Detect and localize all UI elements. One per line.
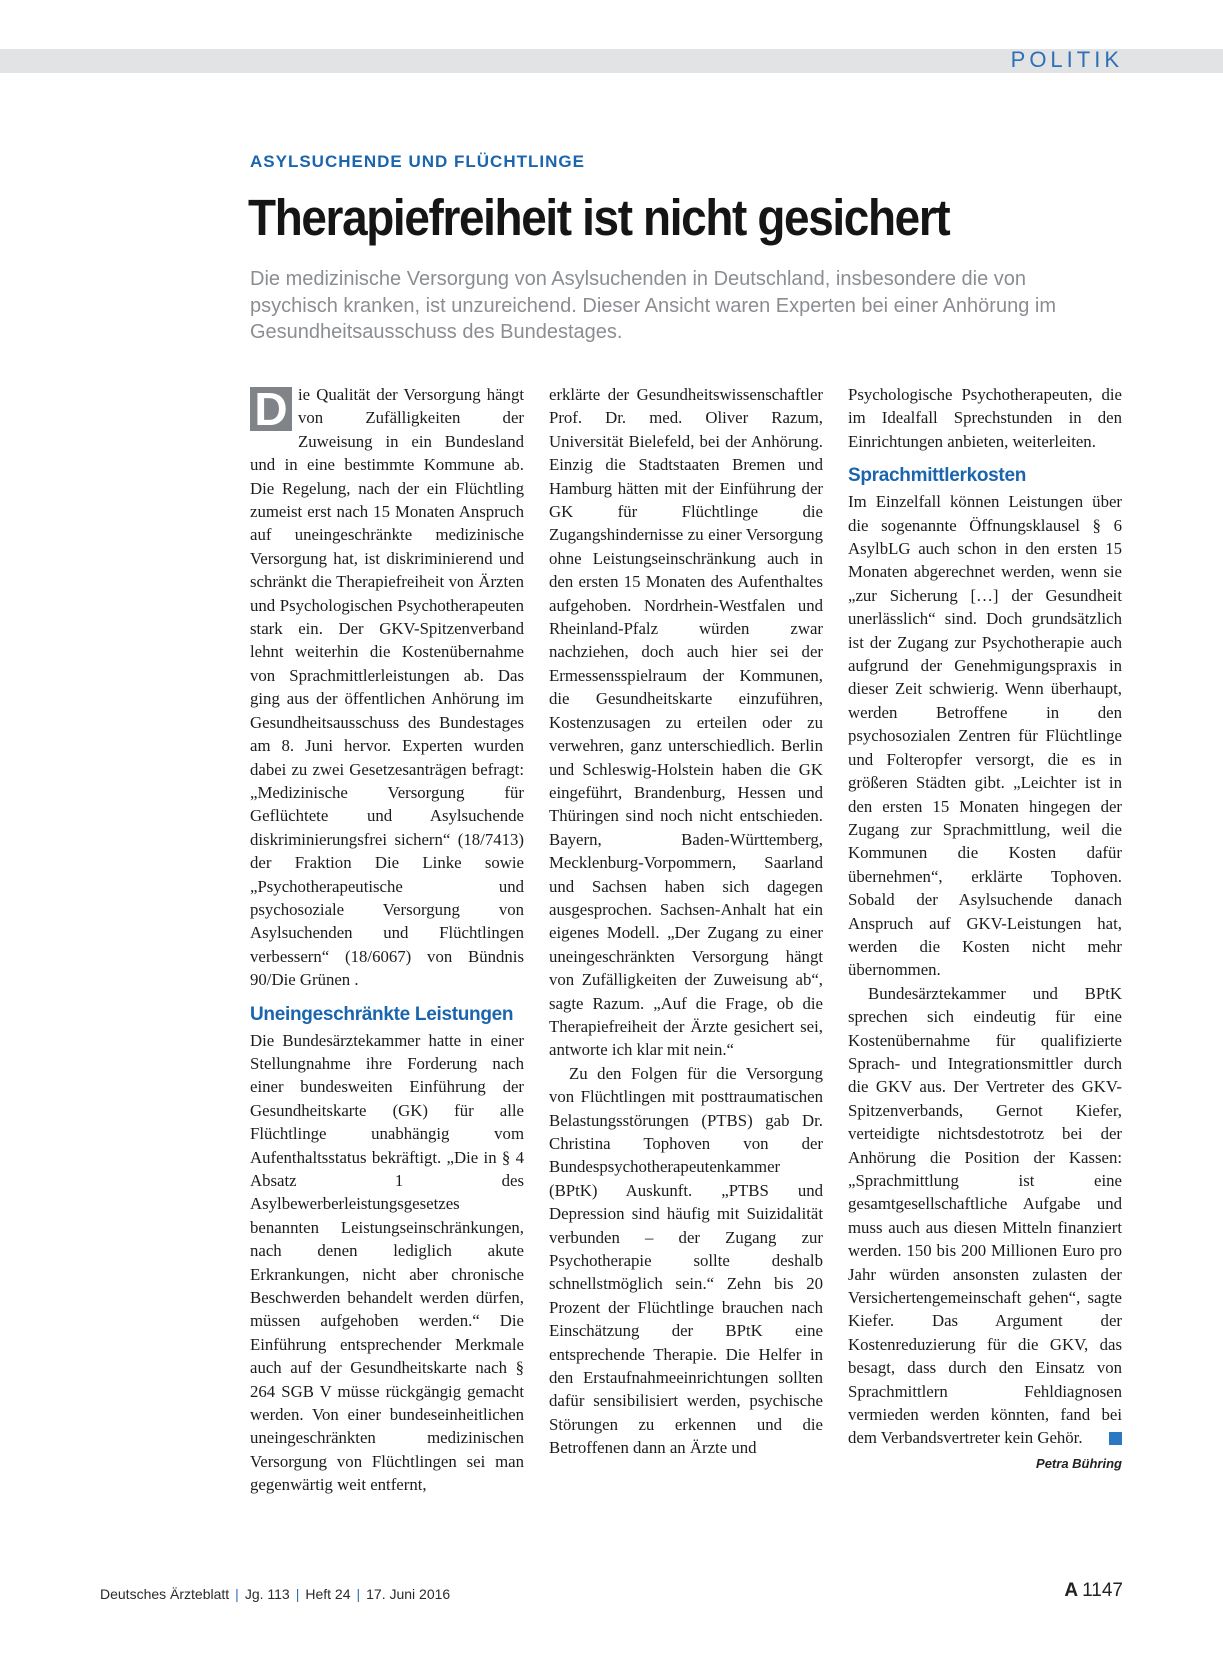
journal-volume: Jg. 113 [244,1586,290,1602]
paragraph-einzelfall: Im Einzelfall können Leistungen über die sogenannte Öffnungsklausel § 6 AsylbLG auch schon in den ersten 15 Monaten abgerechnet werden, wenn sie „zur Sicherung […] der Gesundheit unerlässlich“ sind. Doch grundsätzlich ist der Zugang zur Psychotherapie auch aufgrund der Genehmigungspraxis in dieser Zeit schwierig. Wenn überhaupt, werden Betroffene in den psychosozialen Zentren für Flüchtlinge und Folteropfer versorgt, die es in größeren Städten gibt. „Leichter ist in den ersten 15 Monaten hingegen der Zugang zur Sprachmittlung, weil die Kommunen die Kosten dafür übernehmen“, erklärte Tophoven. Sobald der Asylsuchende danach Anspruch auf GKV-Leistungen hat, werden die Kosten nicht mehr übernommen. [848,492,1122,980]
footer-separator: | [356,1586,361,1602]
author-byline: Petra Bühring [1036,1455,1122,1471]
paragraph-bundesaerztekammer: Die Bundesärztekammer hatte in einer Stellungnahme ihre Forderung nach einer bundesweiten Einführung der Gesundheitskarte (GK) für alle Flüchtlinge unabhängig vom Aufenthaltsstatus bekräftigt. „Die in § 4 Absatz 1 des Asylbewerberleistungsgesetzes benannten Leistungseinschränkungen, nach denen lediglich akute Erkrankungen, nicht aber chronische Beschwerden behandelt werden dürfen, müssen aufgehoben werden.“ Die Einführung entsprechender Merkmale auch auf der Gesundheitskarte nach § 264 SGB V müsse rückgängig gemacht werden. Von einer bundeseinheitlichen uneingeschränkten medizinischen Versorgung von Flüchtlingen sei man gegenwärtig weit entfernt, [250,1030,524,1495]
subheading-leistungen: Uneingeschränkte Leistungen [250,1003,514,1025]
footer-citation [100,1586,450,1602]
end-mark-icon [1109,1432,1122,1445]
paragraph-ptbs-continued: Psychologische Psychotherapeuten, die im Idealfall Sprechstunden in den Einrichtungen anbieten, weiterleiten. [848,385,1122,451]
paragraph-intro [250,383,524,992]
page-number-value: 1147 [1082,1580,1123,1601]
footer-separator: | [235,1586,239,1602]
page-number [1064,1580,1123,1602]
journal-name: Deutsches Ärzteblatt [100,1586,230,1602]
article-kicker: ASYLSUCHENDE UND FLÜCHTLINGE [250,152,585,171]
paragraph-razum: erklärte der Gesundheitswissenschaftler Prof. Dr. med. Oliver Razum, Universität Bielefeld, bei der Anhörung. Einzig die Stadtstaaten Bremen und Hamburg hätten mit der Einführung der GK für Flüchtlinge die Zugangshindernisse zu einer Versorgung ohne Leistungseinschränkung auch in den ersten 15 Monaten des Aufenthaltes aufgehoben. Nordrhein-Westfalen und Rheinland-Pfalz würden zwar nachziehen, doch auch hier sei der Ermessensspielraum der Kommunen, die Gesundheitskarte einzuführen, Kostenzusagen zu erteilen oder zu verwehren, ganz unterschiedlich. Berlin und Schleswig-Holstein haben die GK eingeführt, Brandenburg, Hessen und Thüringen sind noch nicht entschieden. Bayern, Baden-Württemberg, Mecklenburg-Vorpommern, Saarland und Sachsen haben sich dagegen ausgesprochen. Sachsen-Anhalt hat ein eigenes Modell. „Der Zugang zu einer uneingeschränkten Versorgung hängt von Zufälligkeiten der Zuweisung ab“, sagte Razum. „Auf die Frage, ob die Therapiefreiheit der Ärzte gesichert sei, antworte ich klar mit nein.“ [549,385,823,1060]
subheading-sprachmittlerkosten: Sprachmittlerkosten [848,465,1027,487]
paragraph-intro-text: ie Qualität der Versorgung hängt von Zufälligkeiten der Zuweisung in ein Bundesland und in eine bestimmte Kommune ab. Die Regelung, nach der ein Flüchtling zumeist erst nach 15 Monaten Anspruch auf uneingeschränkte medizinische Versorgung hat, ist diskriminierend und schränkt die Therapiefreiheit von Ärzten und Psychologischen Psychotherapeuten stark ein. Der GKV-Spitzenverband lehnt weiterhin die Kostenübernahme von Sprachmittlerleistungen ab. Das ging aus der öffentlichen Anhörung im Gesundheitsausschuss des Bundestages am 8. Juni hervor. Experten wurden dabei zu zwei Gesetzesanträgen befragt: „Medizinische Versorgung für Geflüchtete und Asylsuchende diskriminierungsfrei sichern“ (18/7413) der Fraktion Die Linke sowie „Psychotherapeutische und psychosoziale Versorgung von Asylsuchenden und Flüchtlingen verbessern“ (18/6067) von Bündnis 90/Die Grünen . [250,385,524,990]
article-lead: Die medizinische Versorgung von Asylsuchenden in Deutschland, insbesondere die von psychisch kranken, ist unzureichend. Dieser Ansicht waren Experten bei einer Anhörung im Gesundheitsausschuss des Bundestages. [250,268,1056,343]
section-label: POLITIK [1010,47,1123,72]
paragraph-kiefer-text: Bundesärztekammer und BPtK sprechen sich eindeutig für eine Kostenübernahme für qualifizierte Sprach- und Integrationsmittler durch die GKV aus. Der Vertreter des GKV-Spitzenverbands, Gernot Kiefer, verteidigte nichtsdestotrotz bei der Anhörung die Position der Kassen: „Sprachmittlung ist eine gesamtgesellschaftliche Aufgabe und muss auch aus diesen Mitteln finanziert werden. 150 bis 200 Millionen Euro pro Jahr würden ansonsten zulasten der Versichertengemeinschaft gehen“, sagte Kiefer. Das Argument der Kostenreduzierung für die GKV, das besagt, dass durch den Einsatz von Sprachmittlern Fehldiagnosen vermieden werden könnten, fand bei dem Verbandsvertreter kein Gehör. [848,983,1122,1448]
paragraph-ptbs: Zu den Folgen für die Versorgung von Flüchtlingen mit posttraumatischen Belastungsstörungen (PTBS) gab Dr. Christina Tophoven von der Bundespsychotherapeutenkammer (BPtK) Auskunft. „PTBS und Depression sind häufig mit Suizidalität verbunden – der Zugang zur Psychotherapie sollte deshalb schnellstmöglich sein.“ Zehn bis 20 Prozent der Flüchtlinge brauchen nach Einschätzung der BPtK eine entsprechende Therapie. Die Helfer in den Erstaufnahmeeinrichtungen sollten dafür sensibilisiert werden, psychische Störungen zu erkennen und die Betroffenen dann an Ärzte und [549,1063,823,1458]
text-column-3 [848,383,1122,1474]
journal-issue: Heft 24 [305,1586,351,1602]
article-title: Therapiefreiheit ist nicht gesichert [248,189,950,246]
footer-separator: | [295,1586,300,1602]
journal-date: 17. Juni 2016 [366,1586,451,1602]
paragraph-kiefer [848,982,1122,1450]
page-prefix: A [1064,1580,1079,1601]
drop-cap: D [250,387,292,431]
text-column-2 [549,383,823,1460]
text-column-1 [250,383,524,1497]
